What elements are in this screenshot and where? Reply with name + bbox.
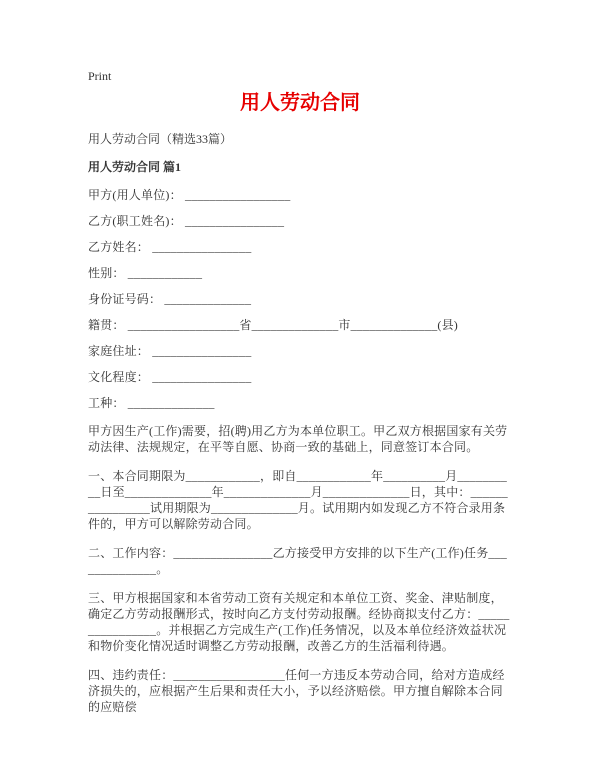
form-row-education: 文化程度： ________________ [88,370,252,384]
form-row-id-number: 身份证号码： ______________ [88,292,252,306]
paragraph-clause-2-work: 二、工作内容：________________乙方接受甲方安排的以下生产(工作)任务______________。 [88,546,507,576]
page-title: 用人劳动合同 [240,92,360,114]
form-row-native-place: 籍贯： __________________省______________市______________(县) [88,318,458,332]
paragraph-clause-4-breach: 四、违约责任：__________________任何一方违反本劳动合同，给对方造成经济损失的，应根据产生后果和责任大小，予以经济赔偿。甲方擅自解除本合同的应赔偿 [88,668,505,714]
print-button[interactable]: Print [88,69,112,83]
form-row-home-address: 家庭住址： ________________ [88,344,252,358]
form-row-job-type: 工种： ______________ [88,396,215,410]
form-row-party-a: 甲方(用人单位)： _________________ [88,188,291,202]
form-row-party-b: 乙方(职工姓名)： ________________ [88,214,285,228]
paragraph-intro: 甲方因生产(工作)需要，招(聘)用乙方为本单位职工。甲乙双方根据国家有关劳动法律、法规规定，在平等自愿、协商一致的基础上，同意签订本合同。 [88,424,508,454]
form-row-party-b-name: 乙方姓名： ________________ [88,240,252,254]
paragraph-clause-3-pay: 三、甲方根据国家和本省劳动工资有关规定和本单位工资、奖金、津贴制度，确定乙方劳动报酬形式，按时向乙方支付劳动报酬。经协商拟支付乙方：________________。并根据乙方完成生产(工作)任务情况，以及本单位经济效益状况和物价变化情况适时调整乙方劳动报酬，改善乙方的生活福利待遇。 [88,591,510,653]
form-row-gender: 性别： ____________ [88,266,203,280]
document-subtitle: 用人劳动合同（精选33篇） [88,132,233,146]
paragraph-clause-1-term: 一、本合同期限为____________，即自____________年__________月__________日至______________年______________月______________日，其中：________________试用期限为______________月。试用期内如发现乙方不符合录用条件的，甲方可以解除劳动合同。 [88,469,508,531]
section-heading: 用人劳动合同 篇1 [88,160,182,174]
